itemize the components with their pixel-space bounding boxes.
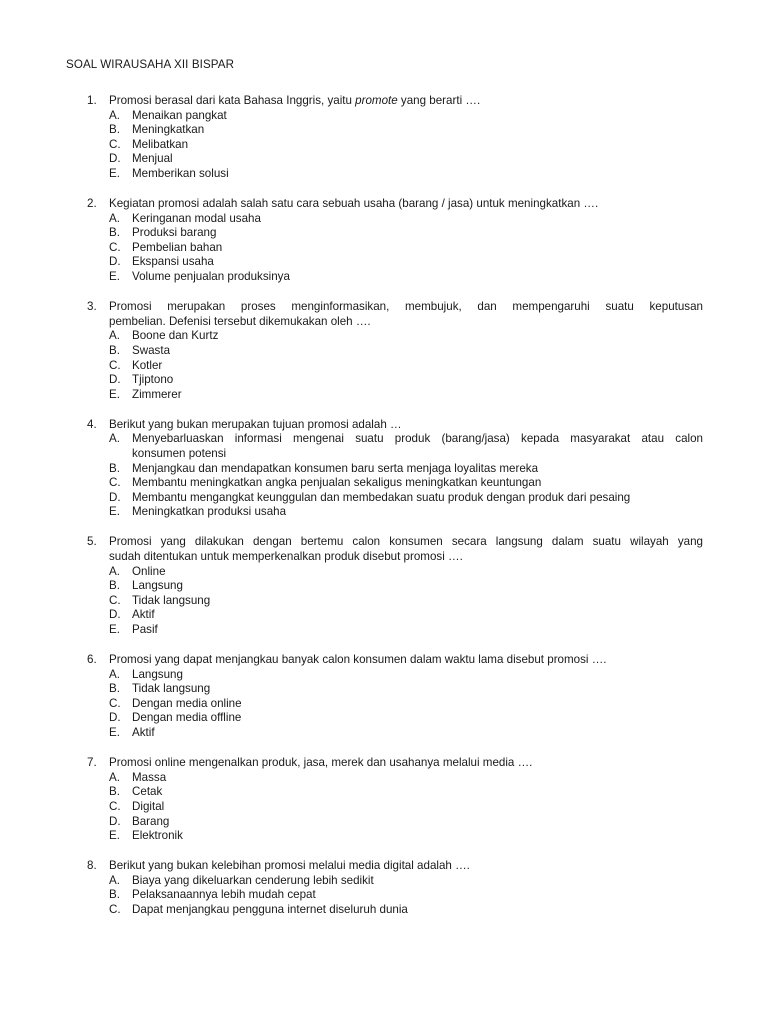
question-5: [0, 535, 768, 637]
option-b: [0, 888, 768, 903]
option-letter: B.: [109, 785, 120, 799]
question-1: [0, 94, 768, 182]
question-stem: [0, 94, 768, 109]
option-d: [0, 491, 768, 506]
option-text: Online: [132, 564, 166, 578]
option-text: Memberikan solusi: [132, 166, 229, 180]
option-d: [0, 152, 768, 167]
option-a: [0, 874, 768, 889]
option-text: Massa: [132, 770, 167, 784]
question-number: 2.: [87, 197, 97, 211]
question-3: [0, 300, 768, 402]
option-letter: E.: [109, 829, 120, 843]
option-c: [0, 241, 768, 256]
question-text-italic: promote: [355, 94, 398, 107]
option-letter: E.: [109, 166, 120, 180]
option-text: Pembelian bahan: [132, 240, 223, 254]
option-b: [0, 462, 768, 477]
option-text: Kotler: [132, 358, 163, 372]
option-text-line: konsumen potensi: [132, 446, 227, 460]
option-e: [0, 388, 768, 403]
option-text: Volume penjualan produksinya: [132, 270, 290, 284]
option-text: Tidak langsung: [132, 682, 211, 696]
option-text: Biaya yang dikeluarkan cenderung lebih sedikit: [132, 873, 374, 887]
option-text: Dengan media offline: [132, 711, 242, 725]
option-e: [0, 167, 768, 182]
option-letter: D.: [109, 490, 121, 504]
option-text: Tjiptono: [132, 373, 174, 387]
option-text: Dengan media online: [132, 696, 242, 710]
option-text: Menjual: [132, 152, 173, 166]
question-stem: [0, 653, 768, 668]
option-b: [0, 344, 768, 359]
question-stem: [0, 535, 768, 564]
option-letter: C.: [109, 903, 121, 916]
question-number: 4.: [87, 417, 97, 431]
question-text-line: sudah ditentukan untuk memperkenalkan produk disebut promosi ….: [109, 550, 463, 564]
option-text: Boone dan Kurtz: [132, 329, 219, 343]
option-a: [0, 668, 768, 683]
option-text: Dapat menjangkau pengguna internet diseluruh dunia: [132, 903, 408, 916]
option-text: Menaikan pangkat: [132, 108, 227, 122]
option-text-line: Menyebarluaskan informasi mengenai suatu produk (barang/jasa) kepada masyarakat atau calon: [132, 432, 703, 446]
option-letter: C.: [109, 240, 121, 254]
option-a: [0, 212, 768, 227]
option-list: [0, 212, 768, 285]
option-d: [0, 711, 768, 726]
option-letter: E.: [109, 387, 120, 401]
option-letter: A.: [109, 667, 120, 681]
option-text: Langsung: [132, 667, 183, 681]
option-letter: D.: [109, 152, 121, 166]
option-list: [0, 771, 768, 844]
option-text: Menjangkau dan mendapatkan konsumen baru serta menjaga loyalitas mereka: [132, 461, 539, 475]
option-letter: B.: [109, 888, 120, 902]
question-text-line: pembelian. Defenisi tersebut dikemukakan oleh ….: [109, 314, 371, 328]
question-text-part: Promosi berasal dari kata Bahasa Inggris, yaitu: [109, 94, 356, 107]
option-letter: A.: [109, 770, 120, 784]
option-letter: A.: [109, 432, 120, 446]
question-list: [0, 94, 768, 933]
option-text: Elektronik: [132, 829, 183, 843]
option-list: [0, 874, 768, 918]
option-letter: E.: [109, 270, 120, 284]
option-list: [0, 329, 768, 402]
option-letter: D.: [109, 255, 121, 269]
option-letter: B.: [109, 579, 120, 593]
option-a: [0, 109, 768, 124]
option-text: Tidak langsung: [132, 593, 211, 607]
question-text: [109, 94, 703, 109]
option-text: [132, 432, 703, 461]
option-e: [0, 726, 768, 741]
question-stem: [0, 418, 768, 433]
question-text: Promosi online mengenalkan produk, jasa, merek dan usahanya melalui media ….: [109, 756, 533, 770]
option-b: [0, 785, 768, 800]
option-b: [0, 123, 768, 138]
option-list: [0, 668, 768, 741]
option-letter: E.: [109, 623, 120, 636]
option-a: [0, 771, 768, 786]
question-7: [0, 756, 768, 844]
option-c: [0, 800, 768, 815]
option-letter: A.: [109, 211, 120, 225]
option-a: [0, 329, 768, 344]
option-text: Meningkatkan produksi usaha: [132, 505, 287, 519]
question-text-part: yang berarti ….: [397, 94, 481, 107]
question-text: Promosi yang dapat menjangkau banyak calon konsumen dalam waktu lama disebut promosi ….: [109, 653, 607, 667]
option-letter: B.: [109, 123, 120, 137]
option-a: [0, 432, 768, 461]
option-text: Aktif: [132, 726, 155, 740]
option-letter: C.: [109, 137, 121, 151]
option-e: [0, 829, 768, 844]
question-8: [0, 859, 768, 917]
option-e: [0, 270, 768, 285]
option-text: Keringanan modal usaha: [132, 211, 261, 225]
option-text: Pasif: [132, 623, 158, 636]
option-d: [0, 608, 768, 623]
option-letter: C.: [109, 476, 121, 490]
question-text-line: Promosi yang dilakukan dengan bertemu calon konsumen secara langsung dalam suatu wilayah yang: [109, 535, 703, 549]
question-6: [0, 653, 768, 741]
option-letter: B.: [109, 226, 120, 240]
option-letter: D.: [109, 608, 121, 622]
option-text: Meningkatkan: [132, 123, 205, 137]
question-stem: [0, 197, 768, 212]
question-text-line: Promosi merupakan proses menginformasikan, membujuk, dan mempengaruhi suatu keputusan: [109, 300, 703, 314]
option-letter: C.: [109, 358, 121, 372]
option-letter: B.: [109, 682, 120, 696]
option-letter: A.: [109, 873, 120, 887]
question-number: 7.: [87, 756, 97, 770]
option-b: [0, 579, 768, 594]
option-c: [0, 138, 768, 153]
option-text: Membantu meningkatkan angka penjualan sekaligus meningkatkan keuntungan: [132, 476, 542, 490]
option-text: Barang: [132, 814, 170, 828]
option-d: [0, 255, 768, 270]
question-text: [109, 535, 703, 564]
option-text: Zimmerer: [132, 387, 182, 401]
option-letter: B.: [109, 343, 120, 357]
option-text: Produksi barang: [132, 226, 217, 240]
option-d: [0, 373, 768, 388]
option-text: Pelaksanaannya lebih mudah cepat: [132, 888, 316, 902]
question-text: Kegiatan promosi adalah salah satu cara sebuah usaha (barang / jasa) untuk meningkatkan ….: [109, 197, 599, 211]
option-letter: C.: [109, 696, 121, 710]
question-2: [0, 197, 768, 285]
question-number: 1.: [87, 94, 97, 107]
option-c: [0, 697, 768, 712]
question-4: [0, 418, 768, 520]
question-text: Berikut yang bukan kelebihan promosi melalui media digital adalah ….: [109, 859, 470, 873]
option-c: [0, 476, 768, 491]
option-letter: D.: [109, 814, 121, 828]
option-letter: D.: [109, 711, 121, 725]
option-e: [0, 505, 768, 520]
option-letter: E.: [109, 505, 120, 519]
option-letter: C.: [109, 593, 121, 607]
option-letter: B.: [109, 461, 120, 475]
option-text: Ekspansi usaha: [132, 255, 214, 269]
option-letter: C.: [109, 799, 121, 813]
option-list: [0, 109, 768, 182]
option-text: Melibatkan: [132, 137, 189, 151]
question-text: [109, 300, 703, 329]
option-text: Langsung: [132, 579, 183, 593]
option-letter: A.: [109, 108, 120, 122]
question-number: 5.: [87, 535, 97, 549]
option-c: [0, 359, 768, 374]
option-c: [0, 903, 768, 918]
option-letter: E.: [109, 726, 120, 740]
option-letter: D.: [109, 373, 121, 387]
option-list: [0, 565, 768, 638]
question-stem: [0, 756, 768, 771]
option-letter: A.: [109, 564, 120, 578]
option-e: [0, 623, 768, 638]
option-text: Swasta: [132, 343, 171, 357]
option-d: [0, 815, 768, 830]
question-number: 6.: [87, 653, 97, 667]
option-text: Cetak: [132, 785, 163, 799]
option-b: [0, 226, 768, 241]
question-stem: [0, 859, 768, 874]
document-title: SOAL WIRAUSAHA XII BISPAR: [66, 58, 235, 71]
option-list: [0, 432, 768, 520]
option-a: [0, 565, 768, 580]
question-stem: [0, 300, 768, 329]
question-number: 3.: [87, 300, 97, 314]
option-c: [0, 594, 768, 609]
option-text: Digital: [132, 799, 165, 813]
question-number: 8.: [87, 859, 97, 873]
option-text: Aktif: [132, 608, 155, 622]
option-b: [0, 682, 768, 697]
option-letter: A.: [109, 329, 120, 343]
option-text: Membantu mengangkat keunggulan dan membedakan suatu produk dengan produk dari pesaing: [132, 490, 631, 504]
question-text: Berikut yang bukan merupakan tujuan promosi adalah …: [109, 417, 402, 431]
